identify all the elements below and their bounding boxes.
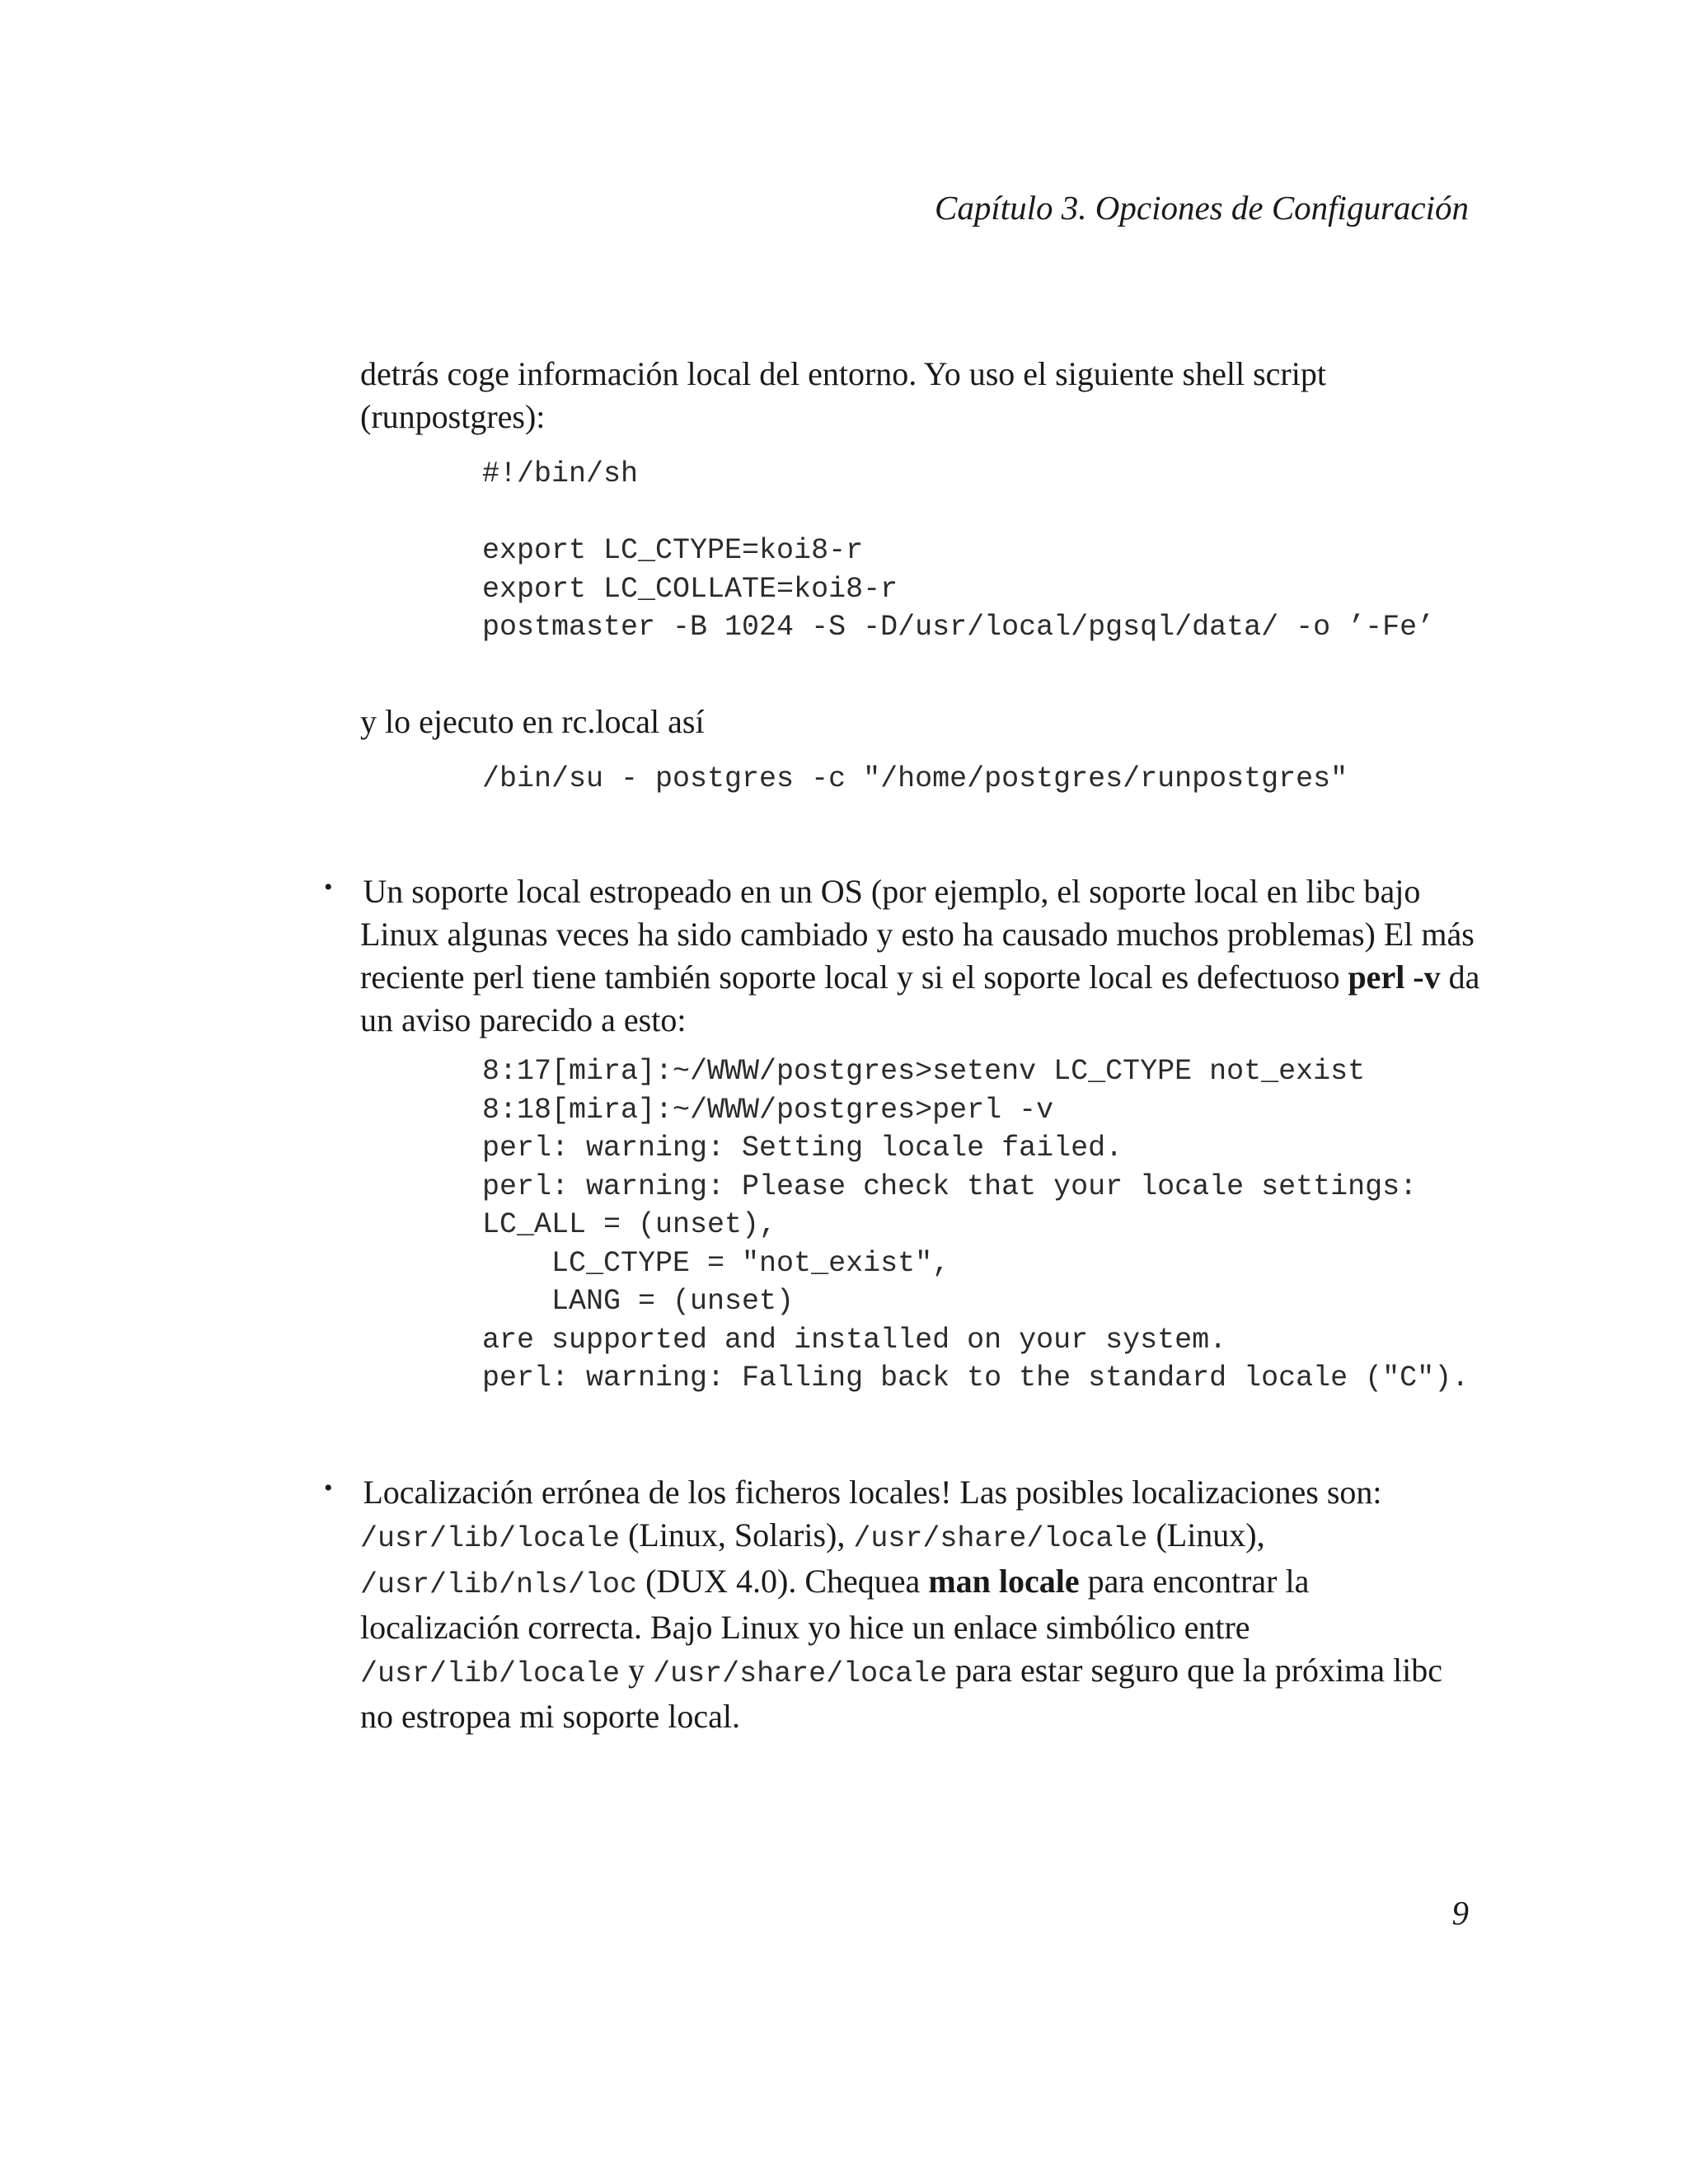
code-line: perl: warning: Setting locale failed. [482,1132,1123,1165]
code-line: are supported and installed on your system. [482,1323,1227,1357]
path-usr-lib-nls-loc: /usr/lib/nls/loc [360,1568,638,1601]
path-usr-lib-locale: /usr/lib/locale [360,1657,621,1690]
code-line: LC_CTYPE = "not_exist", [482,1246,950,1280]
bullet-broken-locale [360,870,1481,1042]
code-line: export LC_COLLATE=koi8-r [482,572,898,606]
rc-local-text: y lo ejecuto en rc.local así [360,703,705,740]
rc-local-paragraph [360,701,1498,743]
code-line: LC_ALL = (unset), [482,1208,777,1241]
perl-warning-output [482,1052,1469,1398]
text-segment: Localización errónea de los ficheros locales! Las posibles localizaciones son: [363,1474,1382,1511]
bullet-marker: • [324,874,333,901]
path-usr-lib-locale: /usr/lib/locale [360,1522,621,1555]
bullet-marker: • [324,1474,333,1502]
text-segment: y [620,1652,654,1689]
code-line: perl: warning: Falling back to the standard locale ("C"). [482,1361,1470,1394]
bullet-text [360,1471,1456,1738]
intro-paragraph [360,353,1432,438]
intro-text: detrás coge información local del entorno. Yo uso el siguiente shell script (runpostgres): [360,355,1326,435]
code-line: 8:18[mira]:~/WWW/postgres>perl -v [482,1093,1054,1127]
code-line [482,494,1434,532]
text-segment: para encontrar la localización correcta. Bajo Linux yo hice un enlace simbólico entre [360,1563,1310,1646]
bullet-locale-files [360,1471,1456,1738]
page-header: Capítulo 3. Opciones de Configuración [935,189,1469,227]
code-line: /bin/su - postgres -c "/home/postgres/runpostgres" [482,762,1348,795]
perl-v-command: perl -v [1348,958,1441,996]
bullet-text-end: da un aviso parecido a esto: [360,958,1480,1038]
text-segment: (DUX 4.0). Chequea [637,1563,929,1600]
path-usr-share-locale: /usr/share/locale [853,1522,1148,1555]
text-segment: (Linux, Solaris), [620,1516,854,1554]
text-segment: (Linux), [1147,1516,1265,1554]
code-line: #!/bin/sh [482,457,639,490]
runpostgres-script [482,455,1434,647]
code-line: 8:17[mira]:~/WWW/postgres>setenv LC_CTYPE not_exist [482,1055,1366,1088]
rc-local-command [482,760,1348,799]
code-line: LANG = (unset) [482,1285,795,1318]
path-usr-share-locale: /usr/share/locale [653,1657,948,1690]
bullet-text-start: Un soporte local estropeado en un OS (por ejemplo, el soporte local en libc bajo Linux algunas veces ha sido cambiado y esto ha causado muchos problemas) El más reciente perl tiene también soporte local y si el soporte local es defectuoso [360,873,1475,996]
code-line: postmaster -B 1024 -S -D/usr/local/pgsql/data/ -o ’-Fe’ [482,611,1435,644]
code-line: perl: warning: Please check that your locale settings: [482,1169,1418,1203]
bullet-text [360,870,1481,1042]
man-locale-command: man locale [928,1563,1080,1600]
text-segment: para estar seguro que la próxima libc no estropea mi soporte local. [360,1652,1443,1735]
page-number: 9 [1451,1894,1469,1932]
code-line: export LC_CTYPE=koi8-r [482,534,864,567]
